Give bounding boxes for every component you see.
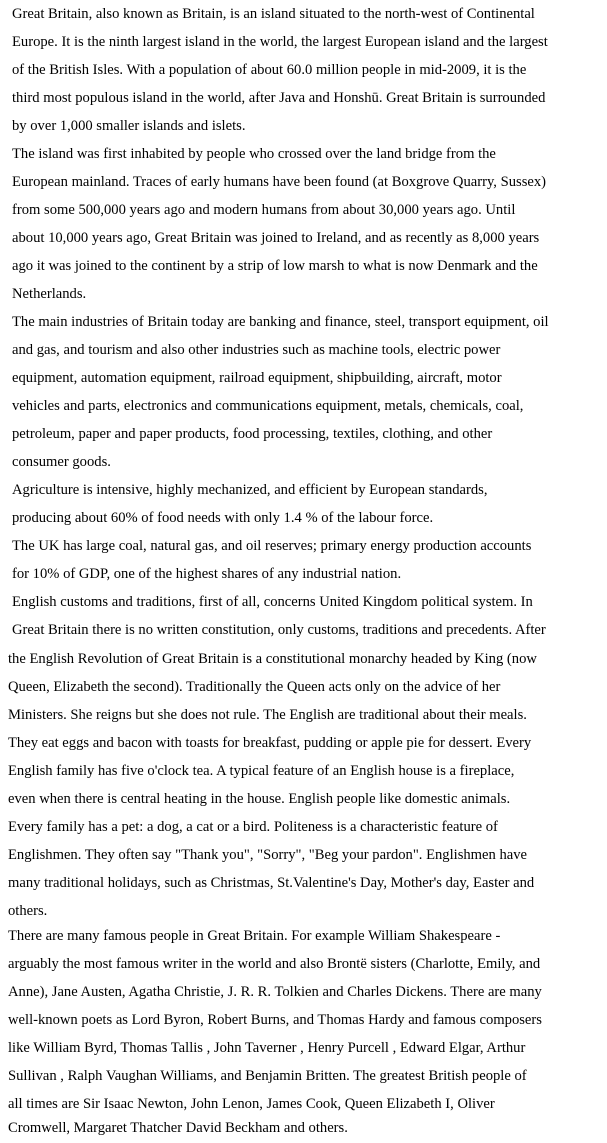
text-line: producing about 60% of food needs with only 1.4 % of the labour force. [12, 510, 434, 526]
text-line: The UK has large coal, natural gas, and oil reserves; primary energy production accounts [12, 538, 532, 554]
text-line: Great Britain, also known as Britain, is an island situated to the north-west of Continental [12, 6, 535, 22]
text-line: from some 500,000 years ago and modern humans from about 30,000 years ago. Until [12, 202, 516, 218]
text-line: many traditional holidays, such as Christmas, St.Valentine's Day, Mother's day, Easter and [8, 875, 535, 891]
text-line: vehicles and parts, electronics and communications equipment, metals, chemicals, coal, [12, 398, 524, 414]
text-line: all times are Sir Isaac Newton, John Lenon, James Cook, Queen Elizabeth I, Oliver [8, 1096, 495, 1112]
text-line: European mainland. Traces of early humans have been found (at Boxgrove Quarry, Sussex) [12, 174, 547, 190]
text-line: English family has five o'clock tea. A typical feature of an English house is a fireplace, [8, 763, 515, 779]
text-line: Agriculture is intensive, highly mechanized, and efficient by European standards, [12, 482, 488, 498]
text-line: even when there is central heating in the house. English people like domestic animals. [8, 791, 511, 807]
text-line: Great Britain there is no written constitution, only customs, traditions and precedents. After [12, 622, 546, 638]
text-line: by over 1,000 smaller islands and islets. [12, 118, 246, 134]
text-line: petroleum, paper and paper products, food processing, textiles, clothing, and other [12, 426, 493, 442]
text-line: third most populous island in the world, after Java and Honshū. Great Britain is surrounded [12, 90, 546, 106]
text-line: English customs and traditions, first of all, concerns United Kingdom political system. In [12, 594, 533, 610]
text-line: about 10,000 years ago, Great Britain was joined to Ireland, and as recently as 8,000 years [12, 230, 540, 246]
text-line: Ministers. She reigns but she does not rule. The English are traditional about their meals. [8, 707, 527, 723]
text-line: consumer goods. [12, 454, 111, 470]
text-line: well-known poets as Lord Byron, Robert Burns, and Thomas Hardy and famous composers [8, 1012, 542, 1028]
text-line: There are many famous people in Great Britain. For example William Shakespeare - [8, 928, 501, 944]
text-line: and gas, and tourism and also other industries such as machine tools, electric power [12, 342, 501, 358]
text-line: Netherlands. [12, 286, 87, 302]
text-line: Anne), Jane Austen, Agatha Christie, J. R. R. Tolkien and Charles Dickens. There are many [8, 984, 542, 1000]
text-line: arguably the most famous writer in the world and also Brontë sisters (Charlotte, Emily, and [8, 956, 541, 972]
text-line: Englishmen. They often say "Thank you", "Sorry", "Beg your pardon". Englishmen have [8, 847, 528, 863]
text-line: Queen, Elizabeth the second). Traditionally the Queen acts only on the advice of her [8, 679, 501, 695]
text-line: Sullivan , Ralph Vaughan Williams, and Benjamin Britten. The greatest British people of [8, 1068, 527, 1084]
text-line: Cromwell, Margaret Thatcher David Beckham and others. [8, 1120, 348, 1136]
text-line: Europe. It is the ninth largest island in the world, the largest European island and the largest [12, 34, 548, 50]
text-line: others. [8, 903, 48, 919]
text-line: the English Revolution of Great Britain is a constitutional monarchy headed by King (now [8, 651, 537, 667]
text-line: like William Byrd, Thomas Tallis , John Taverner , Henry Purcell , Edward Elgar, Arthur [8, 1040, 526, 1056]
text-line: ago it was joined to the continent by a strip of low marsh to what is now Denmark and the [12, 258, 538, 274]
text-line: They eat eggs and bacon with toasts for breakfast, pudding or apple pie for dessert. Every [8, 735, 532, 751]
text-line: The island was first inhabited by people who crossed over the land bridge from the [12, 146, 496, 162]
text-line: The main industries of Britain today are banking and finance, steel, transport equipment, oil [12, 314, 549, 330]
text-line: Every family has a pet: a dog, a cat or a bird. Politeness is a characteristic feature of [8, 819, 498, 835]
text-line: equipment, automation equipment, railroad equipment, shipbuilding, aircraft, motor [12, 370, 502, 386]
text-line: of the British Isles. With a population of about 60.0 million people in mid-2009, it is the [12, 62, 527, 78]
text-line: for 10% of GDP, one of the highest shares of any industrial nation. [12, 566, 402, 582]
